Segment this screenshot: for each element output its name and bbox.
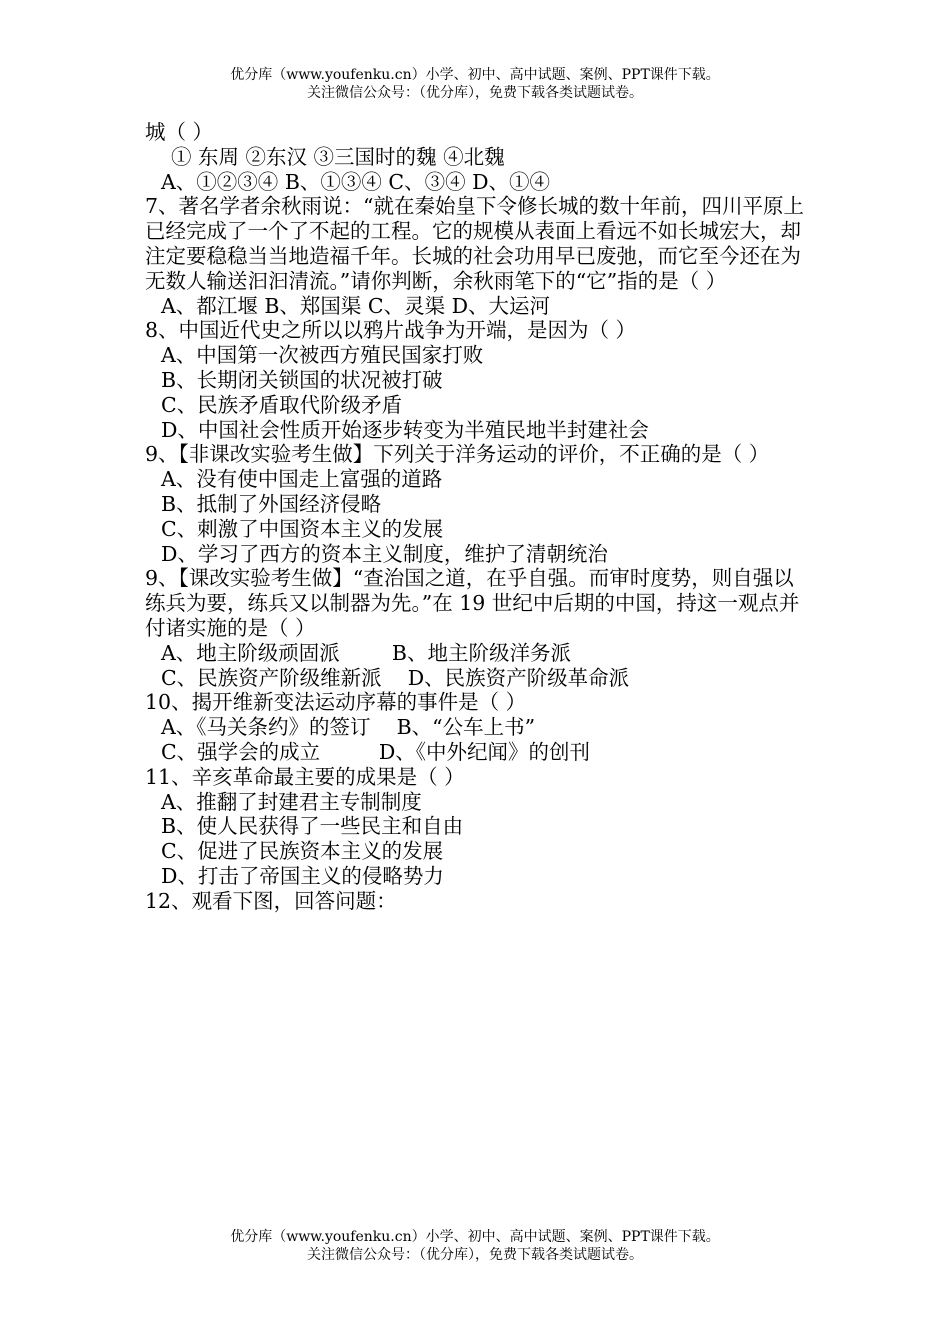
q9b-options-ab: A、地主阶级顽固派 B、地主阶级洋务派 bbox=[161, 640, 571, 665]
q6-items: ① 东周 ②东汉 ③三国时的魏 ④北魏 bbox=[171, 144, 505, 169]
q8-option-a: A、中国第一次被西方殖民国家打败 bbox=[161, 343, 484, 368]
q9a-option-b: B、抵制了外国经济侵略 bbox=[161, 491, 382, 516]
q8-stem: 8、中国近代史之所以以鸦片战争为开端，是因为（ ） bbox=[145, 318, 637, 343]
q10-stem: 10、揭开维新变法运动序幕的事件是（ ） bbox=[145, 690, 527, 715]
q11-option-c: C、促进了民族资本主义的发展 bbox=[161, 839, 444, 864]
q9b-stem: 9、【课改实验考生做】“查治国之道，在乎自强。而审时度势，则自强以练兵为要，练兵又以制器为先。”在 19 世纪中后期的中国，持这一观点并付诸实施的是（ ） bbox=[145, 566, 800, 640]
q7-options: A、都江堰 B、郑国渠 C、灵渠 D、大运河 bbox=[161, 293, 551, 318]
q9a-option-d: D、学习了西方的资本主义制度，维护了清朝统治 bbox=[161, 541, 608, 566]
q9a-stem: 9、【非课改实验考生做】下列关于洋务运动的评价，不正确的是（ ） bbox=[145, 442, 770, 467]
q10-options-cd: C、强学会的成立 D、《中外纪闻》的创刊 bbox=[161, 739, 591, 764]
q6-continuation: 城（ ） bbox=[145, 120, 214, 144]
q9a-option-c: C、刺激了中国资本主义的发展 bbox=[161, 516, 444, 541]
exam-content bbox=[145, 120, 810, 914]
q8-option-d: D、中国社会性质开始逐步转变为半殖民地半封建社会 bbox=[161, 417, 649, 442]
q10-options-ab: A、《马关条约》的签订 B、“公车上书” bbox=[161, 715, 536, 740]
header-line-2: 关注微信公众号：（优分库），免费下载各类试题试卷。 bbox=[307, 85, 643, 101]
q11-stem: 11、辛亥革命最主要的成果是（ ） bbox=[145, 764, 465, 789]
page-header bbox=[0, 66, 950, 102]
q7-stem: 7、著名学者余秋雨说：“就在秦始皇下令修长城的数十年前，四川平原上已经完成了一个了不起的工程。它的规模从表面上看远不如长城宏大，却注定要稳稳当当地造福千年。长城的社会功用早已废弛，而它至今还在为无数人输送汩汩清流。”请你判断，余秋雨笔下的“它”指的是（ ） bbox=[145, 194, 805, 293]
q8-option-b: B、长期闭关锁国的状况被打破 bbox=[161, 367, 443, 392]
q9a-option-a: A、没有使中国走上富强的道路 bbox=[161, 467, 443, 492]
q12-stem: 12、观看下图，回答问题： bbox=[145, 888, 397, 913]
q6-options: A、①②③④ B、①③④ C、③④ D、①④ bbox=[161, 169, 551, 194]
header-line-1: 优分库（www.youfenku.cn）小学、初中、高中试题、案例、PPT课件下载。 bbox=[230, 67, 720, 83]
q9b-options-cd: C、民族资产阶级维新派 D、民族资产阶级革命派 bbox=[161, 665, 630, 690]
q11-option-d: D、打击了帝国主义的侵略势力 bbox=[161, 863, 444, 888]
footer-line-1: 优分库（www.youfenku.cn）小学、初中、高中试题、案例、PPT课件下载。 bbox=[230, 1229, 720, 1245]
q8-option-c: C、民族矛盾取代阶级矛盾 bbox=[161, 392, 403, 417]
footer-line-2: 关注微信公众号：（优分库），免费下载各类试题试卷。 bbox=[307, 1247, 643, 1263]
page-footer bbox=[0, 1228, 950, 1264]
q11-option-a: A、推翻了封建君主专制制度 bbox=[161, 789, 422, 814]
q11-option-b: B、使人民获得了一些民主和自由 bbox=[161, 814, 464, 839]
